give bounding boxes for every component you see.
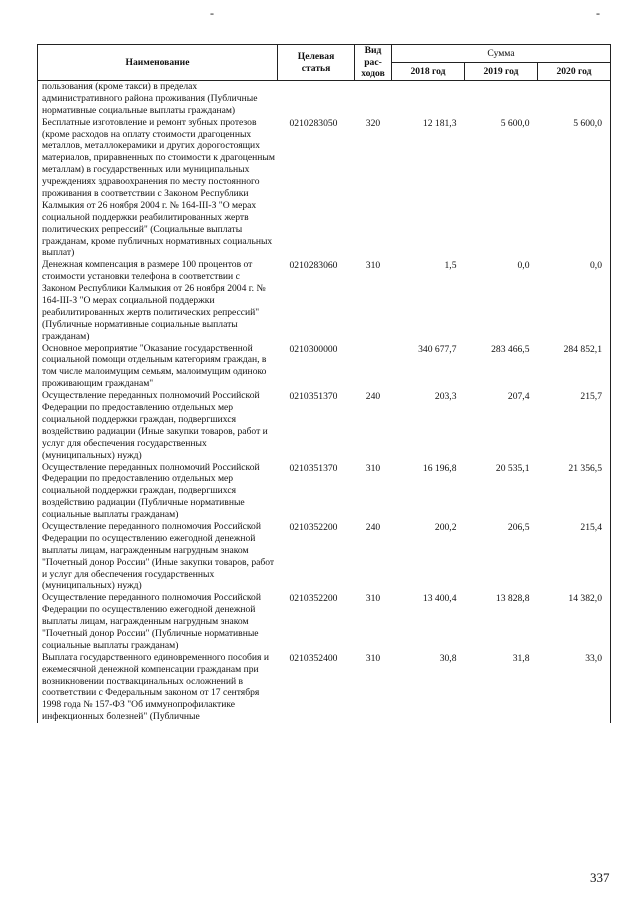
header-name: Наименование	[38, 45, 278, 81]
header-year-2018: 2018 год	[392, 63, 465, 81]
budget-table	[37, 44, 611, 723]
row-value-2020: 14 382,0	[538, 592, 611, 651]
table-row	[38, 117, 611, 260]
row-value-2019: 0,0	[517, 260, 530, 272]
row-value-2020: 21 356,5	[538, 462, 611, 521]
row-name: Денежная компенсация в размере 100 процентов от стоимости установки телефона в соответствии с Законом Республики Калмыкия от 26 ноября 2004 г. № 164-III-З "О мерах социальной поддержки реабилитированных жертв политических репрессий" (Публичные нормативные социальные выплаты гражданам)	[38, 259, 278, 342]
row-name: Осуществление переданного полномочия Российской Федерации по осуществлению ежегодной денежной выплаты лицам, награжденным нагрудным знаком "Почетный донор России" (Публичные нормативные социальные выплаты гражданам)	[38, 592, 278, 651]
row-type: 240	[365, 521, 381, 533]
table-row	[38, 462, 611, 521]
row-type: 240	[365, 391, 381, 403]
row-value-2019: 20 535,1	[495, 462, 530, 474]
row-value-2020: 0,0	[538, 259, 611, 342]
row-value-2019: 5 600,0	[500, 117, 530, 129]
row-value-2018: 12 181,3	[422, 117, 457, 129]
row-code: 0210351370	[289, 462, 338, 474]
row-value-2019: 283 466,5	[491, 343, 530, 355]
header-type: Вид рас-ходов	[355, 45, 392, 81]
table-row	[38, 343, 611, 391]
row-code: 0210352400	[289, 652, 338, 664]
row-value-2020	[538, 81, 611, 117]
row-value-2018: 1,5	[444, 260, 457, 272]
row-type: 310	[365, 462, 381, 474]
row-code	[278, 81, 355, 117]
header-sum: Сумма	[392, 45, 611, 63]
row-value-2018: 340 677,7	[418, 343, 457, 355]
top-mark-left: -	[210, 6, 214, 20]
page-number: 337	[590, 870, 610, 885]
row-value-2018: 13 400,4	[422, 593, 457, 605]
row-value-2020: 284 852,1	[538, 343, 611, 391]
row-type: 310	[365, 260, 381, 272]
row-value-2018	[392, 81, 465, 117]
top-mark-right: -	[596, 6, 600, 20]
table-row	[38, 81, 611, 117]
row-type	[355, 343, 392, 391]
row-value-2019: 206,5	[507, 521, 530, 533]
row-value-2019: 13 828,8	[495, 593, 530, 605]
row-value-2020: 215,4	[538, 521, 611, 592]
row-name: Основное мероприятие "Оказание государственной социальной помощи отдельным категориям граждан, в том числе малоимущим семьям, малоимущим одиноко проживающим гражданам"	[38, 343, 278, 391]
row-name: Выплата государственного единовременного пособия и ежемесячной денежной компенсации гражданам при возникновении поствакцинальных осложнений в соответствии с Федеральным законом от 17 сентября 1998 года № 157-ФЗ "Об иммунопрофилактике инфекционных болезней" (Публичные	[38, 652, 278, 723]
header-code: Целевая статья	[278, 45, 355, 81]
row-name: Осуществление переданного полномочия Российской Федерации по осуществлению ежегодной денежной выплаты лицам, награжденным нагрудным знаком "Почетный донор России" (Иные закупки товаров, работ и услуг для обеспечения государственных (муниципальных) нужд)	[38, 521, 278, 592]
row-value-2020: 215,7	[538, 390, 611, 461]
table-row	[38, 652, 611, 723]
row-value-2018: 16 196,8	[422, 462, 457, 474]
row-name: Осуществление переданных полномочий Российской Федерации по предоставлению отдельных мер социальной поддержки граждан, подвергшихся воздействию радиации (Иные закупки товаров, работ и услуг для обеспечения государственных (муниципальных) нужд)	[38, 390, 278, 461]
row-code: 0210283050	[289, 117, 338, 129]
row-code: 0210351370	[289, 391, 338, 403]
table-row	[38, 390, 611, 461]
row-value-2019: 207,4	[507, 391, 530, 403]
row-type: 310	[365, 593, 381, 605]
row-name: Бесплатные изготовление и ремонт зубных протезов (кроме расходов на оплату стоимости драгоценных металлов, металлокерамики и других дорогостоящих материалов, приравненных по стоимости к драгоценным металлам) в государственных или муниципальных учреждениях здравоохранения по месту постоянного проживания в соответствии с Законом Республики Калмыкия от 26 ноября 2004 г. № 164-III-З "О мерах социальной поддержки реабилитированных жертв политических репрессий" (Социальные выплаты гражданам, кроме публичных нормативных социальных выплат)	[38, 117, 278, 260]
row-code: 0210352200	[289, 521, 338, 533]
row-name: Осуществление переданных полномочий Российской Федерации по предоставлению отдельных мер социальной поддержки граждан, подвергшихся воздействию радиации (Публичные нормативные социальные выплаты гражданам)	[38, 462, 278, 521]
table-row	[38, 259, 611, 342]
row-type: 320	[365, 117, 381, 129]
row-name: пользования (кроме такси) в пределах административного района проживания (Публичные нормативные социальные выплаты гражданам)	[38, 81, 278, 117]
row-code: 0210300000	[289, 343, 338, 355]
row-value-2020: 33,0	[538, 652, 611, 723]
row-type: 310	[365, 652, 381, 664]
row-code: 0210352200	[289, 593, 338, 605]
row-value-2019: 31,8	[512, 652, 530, 664]
row-value-2018: 203,3	[434, 391, 457, 403]
row-type	[355, 81, 392, 117]
header-year-2019: 2019 год	[465, 63, 538, 81]
header-year-2020: 2020 год	[538, 63, 611, 81]
row-value-2018: 30,8	[439, 652, 457, 664]
table-row	[38, 592, 611, 651]
row-code: 0210283060	[289, 260, 338, 272]
table-row	[38, 521, 611, 592]
row-value-2018: 200,2	[434, 521, 457, 533]
row-value-2020: 5 600,0	[538, 117, 611, 260]
row-value-2019	[465, 81, 538, 117]
